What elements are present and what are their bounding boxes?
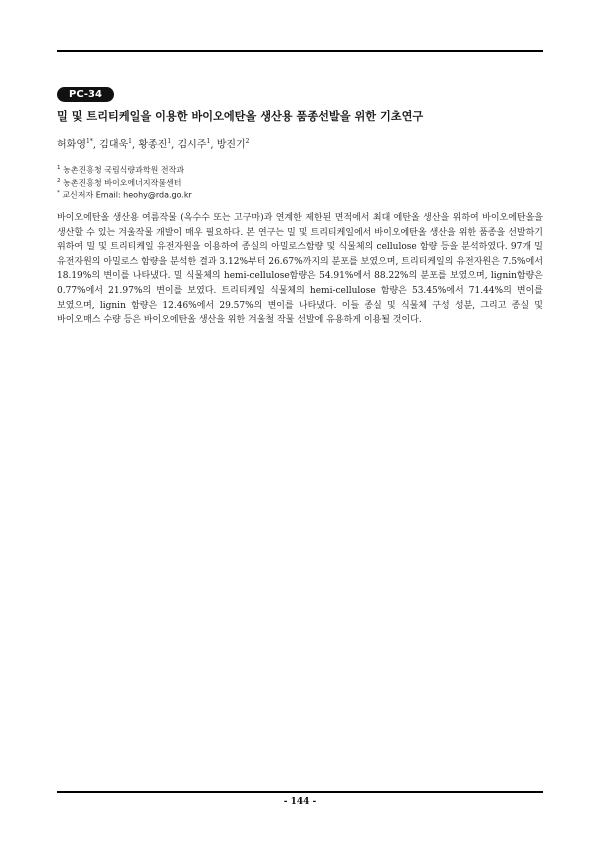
- author-mark: 1*: [85, 138, 93, 145]
- affiliation-item: [57, 163, 543, 176]
- affiliation-text: 교신저자 Email: heohy@rda.go.kr: [62, 190, 192, 200]
- affiliation-text: 농촌진흥청 바이오에너지작물센터: [63, 178, 182, 188]
- author-mark: 1: [167, 138, 172, 145]
- affiliation-item: [57, 188, 543, 201]
- affiliation-mark: *: [57, 190, 60, 197]
- author-mark: 1: [206, 138, 211, 145]
- affiliation-list: [57, 163, 543, 201]
- author-mark: 1: [128, 138, 132, 145]
- affiliation-mark: 2: [57, 177, 61, 184]
- author-mark: 2: [245, 138, 250, 145]
- page-number: - 144 -: [283, 797, 317, 807]
- paper-title: 밀 및 트리티케일을 이용한 바이오에탄올 생산용 품종선발을 위한 기초연구: [57, 110, 424, 123]
- author-name: 황종진: [138, 139, 168, 151]
- top-rule: [57, 50, 543, 52]
- affiliation-item: [57, 176, 543, 189]
- bottom-rule: [57, 791, 543, 793]
- author-name: 허화영: [57, 139, 86, 151]
- session-badge: PC-34: [57, 87, 114, 102]
- author-list: 허화영$^{1*}$, 김대욱$^1$, 황종진$^1$, 김시주$^1$, 방진기$^2$: [57, 138, 250, 151]
- author-name: 김시주: [177, 139, 207, 151]
- affiliation-mark: 1: [57, 165, 61, 171]
- affiliation-text: 농촌진흥청 국립식량과학원 전작과: [63, 165, 185, 175]
- author-name: 김대욱: [99, 139, 129, 151]
- abstract-body: 바이오에탄올 생산용 여름작물 (옥수수 또는 고구마)과 연계한 제한된 면적에서 최대 에탄올 생산을 위하여 바이오에탄올을 생산할 수 있는 겨울작물 개발이 매우 필요하다. 본 연구는 밀 및 트리티케일에서 바이오에탄올 생산을 위한 품종을 선발하기 위하여 밀 및 트리티케일 유전자원을 이용하여 종실의 아밀로스함량 및 식물체의 cellulose 함량 등을 분석하였다. 97개 밀 유전자원의 아밀로스 함량을 분석한 결과 3.12%부터 26.67%까지의 분포를 보였으며, 트리티케일의 유전자원은 7.5%에서 18.19%의 변이를 나타냈다. 밀 식물체의 hemi-cellulose함량은 54.91%에서 88.22%의 분포를 보였으며, lignin함량은 0.77%에서 21.97%의 변이를 보였다. 트리티케일 식물체의 hemi-cellulose 함량은 53.45%에서 71.44%의 변이를 보였으며, lignin 함량은 12.46%에서 29.57%의 변이를 나타냈다. 이들 종실 및 식물체 구성 성분, 그리고 종실 및 바이오매스 수량 등은 바이오에탄올 생산을 위한 겨울철 작물 선발에 유용하게 이용될 것이다.: [57, 213, 543, 326]
- author-name: 방진기: [216, 139, 246, 151]
